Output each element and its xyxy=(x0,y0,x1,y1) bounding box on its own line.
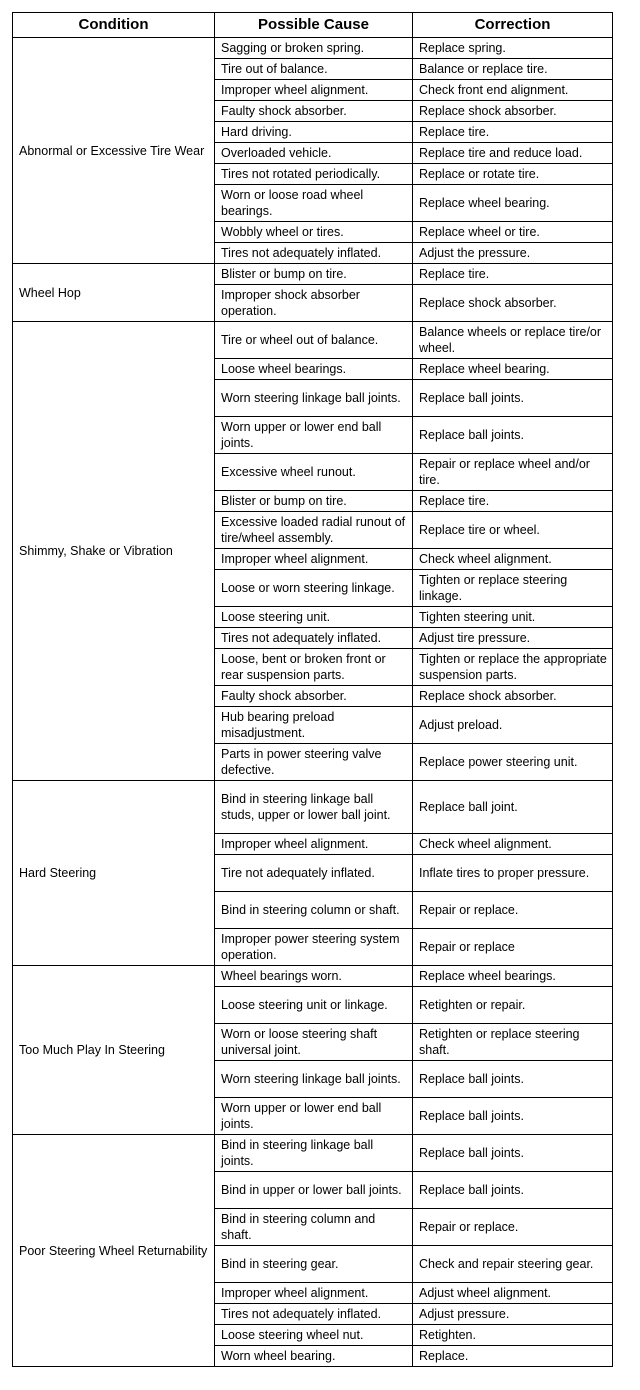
table-row xyxy=(13,264,613,285)
correction-cell: Repair or replace wheel and/or tire. xyxy=(413,454,613,491)
diagnosis-table xyxy=(12,12,613,1367)
diagnosis-table-container xyxy=(12,12,612,1367)
correction-cell: Replace ball joint. xyxy=(413,781,613,834)
cause-cell: Worn steering linkage ball joints. xyxy=(215,380,413,417)
cause-cell: Worn upper or lower end ball joints. xyxy=(215,1098,413,1135)
cause-cell: Improper wheel alignment. xyxy=(215,80,413,101)
cause-cell: Improper shock absorber operation. xyxy=(215,285,413,322)
correction-cell: Adjust tire pressure. xyxy=(413,628,613,649)
header-condition: Condition xyxy=(13,13,215,38)
table-row xyxy=(13,38,613,59)
cause-cell: Faulty shock absorber. xyxy=(215,686,413,707)
cause-cell: Excessive loaded radial runout of tire/wheel assembly. xyxy=(215,512,413,549)
condition-cell: Wheel Hop xyxy=(13,264,215,322)
cause-cell: Loose steering wheel nut. xyxy=(215,1325,413,1346)
correction-cell: Replace ball joints. xyxy=(413,1135,613,1172)
correction-cell: Replace. xyxy=(413,1346,613,1367)
table-row xyxy=(13,781,613,834)
correction-cell: Inflate tires to proper pressure. xyxy=(413,855,613,892)
correction-cell: Replace ball joints. xyxy=(413,1172,613,1209)
correction-cell: Retighten or replace steering shaft. xyxy=(413,1024,613,1061)
table-row xyxy=(13,966,613,987)
cause-cell: Hub bearing preload misadjustment. xyxy=(215,707,413,744)
correction-cell: Replace or rotate tire. xyxy=(413,164,613,185)
correction-cell: Replace tire. xyxy=(413,491,613,512)
correction-cell: Replace ball joints. xyxy=(413,1061,613,1098)
correction-cell: Replace ball joints. xyxy=(413,380,613,417)
condition-cell: Poor Steering Wheel Returnability xyxy=(13,1135,215,1367)
cause-cell: Overloaded vehicle. xyxy=(215,143,413,164)
correction-cell: Tighten or replace the appropriate suspension parts. xyxy=(413,649,613,686)
header-row xyxy=(13,13,613,38)
cause-cell: Tire or wheel out of balance. xyxy=(215,322,413,359)
cause-cell: Faulty shock absorber. xyxy=(215,101,413,122)
correction-cell: Balance or replace tire. xyxy=(413,59,613,80)
cause-cell: Worn or loose steering shaft universal joint. xyxy=(215,1024,413,1061)
correction-cell: Tighten or replace steering linkage. xyxy=(413,570,613,607)
correction-cell: Check wheel alignment. xyxy=(413,549,613,570)
cause-cell: Improper wheel alignment. xyxy=(215,549,413,570)
cause-cell: Bind in upper or lower ball joints. xyxy=(215,1172,413,1209)
condition-cell: Abnormal or Excessive Tire Wear xyxy=(13,38,215,264)
cause-cell: Worn or loose road wheel bearings. xyxy=(215,185,413,222)
cause-cell: Parts in power steering valve defective. xyxy=(215,744,413,781)
correction-cell: Replace ball joints. xyxy=(413,417,613,454)
cause-cell: Bind in steering linkage ball studs, upper or lower ball joint. xyxy=(215,781,413,834)
cause-cell: Tire out of balance. xyxy=(215,59,413,80)
correction-cell: Repair or replace. xyxy=(413,892,613,929)
correction-cell: Replace wheel bearings. xyxy=(413,966,613,987)
correction-cell: Replace tire. xyxy=(413,122,613,143)
correction-cell: Replace wheel bearing. xyxy=(413,185,613,222)
correction-cell: Check wheel alignment. xyxy=(413,834,613,855)
cause-cell: Improper wheel alignment. xyxy=(215,1283,413,1304)
correction-cell: Replace tire or wheel. xyxy=(413,512,613,549)
cause-cell: Worn upper or lower end ball joints. xyxy=(215,417,413,454)
correction-cell: Check and repair steering gear. xyxy=(413,1246,613,1283)
table-row xyxy=(13,1135,613,1172)
correction-cell: Adjust pressure. xyxy=(413,1304,613,1325)
correction-cell: Adjust the pressure. xyxy=(413,243,613,264)
cause-cell: Worn steering linkage ball joints. xyxy=(215,1061,413,1098)
cause-cell: Improper wheel alignment. xyxy=(215,834,413,855)
correction-cell: Repair or replace. xyxy=(413,1209,613,1246)
cause-cell: Bind in steering gear. xyxy=(215,1246,413,1283)
correction-cell: Replace shock absorber. xyxy=(413,101,613,122)
cause-cell: Tires not adequately inflated. xyxy=(215,1304,413,1325)
cause-cell: Tires not rotated periodically. xyxy=(215,164,413,185)
cause-cell: Tires not adequately inflated. xyxy=(215,243,413,264)
correction-cell: Retighten or repair. xyxy=(413,987,613,1024)
correction-cell: Replace ball joints. xyxy=(413,1098,613,1135)
cause-cell: Sagging or broken spring. xyxy=(215,38,413,59)
correction-cell: Replace tire. xyxy=(413,264,613,285)
cause-cell: Worn wheel bearing. xyxy=(215,1346,413,1367)
cause-cell: Tires not adequately inflated. xyxy=(215,628,413,649)
cause-cell: Blister or bump on tire. xyxy=(215,491,413,512)
header-possible-cause: Possible Cause xyxy=(215,13,413,38)
cause-cell: Wheel bearings worn. xyxy=(215,966,413,987)
cause-cell: Bind in steering column and shaft. xyxy=(215,1209,413,1246)
cause-cell: Hard driving. xyxy=(215,122,413,143)
cause-cell: Loose or worn steering linkage. xyxy=(215,570,413,607)
table-body xyxy=(13,38,613,1367)
correction-cell: Replace shock absorber. xyxy=(413,686,613,707)
correction-cell: Adjust preload. xyxy=(413,707,613,744)
correction-cell: Repair or replace xyxy=(413,929,613,966)
condition-cell: Shimmy, Shake or Vibration xyxy=(13,322,215,781)
correction-cell: Replace tire and reduce load. xyxy=(413,143,613,164)
table-row xyxy=(13,322,613,359)
correction-cell: Replace power steering unit. xyxy=(413,744,613,781)
cause-cell: Blister or bump on tire. xyxy=(215,264,413,285)
condition-cell: Too Much Play In Steering xyxy=(13,966,215,1135)
cause-cell: Loose, bent or broken front or rear suspension parts. xyxy=(215,649,413,686)
cause-cell: Excessive wheel runout. xyxy=(215,454,413,491)
correction-cell: Retighten. xyxy=(413,1325,613,1346)
cause-cell: Loose wheel bearings. xyxy=(215,359,413,380)
cause-cell: Tire not adequately inflated. xyxy=(215,855,413,892)
correction-cell: Replace wheel bearing. xyxy=(413,359,613,380)
header-correction: Correction xyxy=(413,13,613,38)
correction-cell: Adjust wheel alignment. xyxy=(413,1283,613,1304)
cause-cell: Bind in steering column or shaft. xyxy=(215,892,413,929)
correction-cell: Check front end alignment. xyxy=(413,80,613,101)
cause-cell: Bind in steering linkage ball joints. xyxy=(215,1135,413,1172)
correction-cell: Replace spring. xyxy=(413,38,613,59)
cause-cell: Improper power steering system operation. xyxy=(215,929,413,966)
correction-cell: Replace wheel or tire. xyxy=(413,222,613,243)
correction-cell: Replace shock absorber. xyxy=(413,285,613,322)
cause-cell: Loose steering unit. xyxy=(215,607,413,628)
cause-cell: Loose steering unit or linkage. xyxy=(215,987,413,1024)
condition-cell: Hard Steering xyxy=(13,781,215,966)
correction-cell: Balance wheels or replace tire/or wheel. xyxy=(413,322,613,359)
cause-cell: Wobbly wheel or tires. xyxy=(215,222,413,243)
correction-cell: Tighten steering unit. xyxy=(413,607,613,628)
